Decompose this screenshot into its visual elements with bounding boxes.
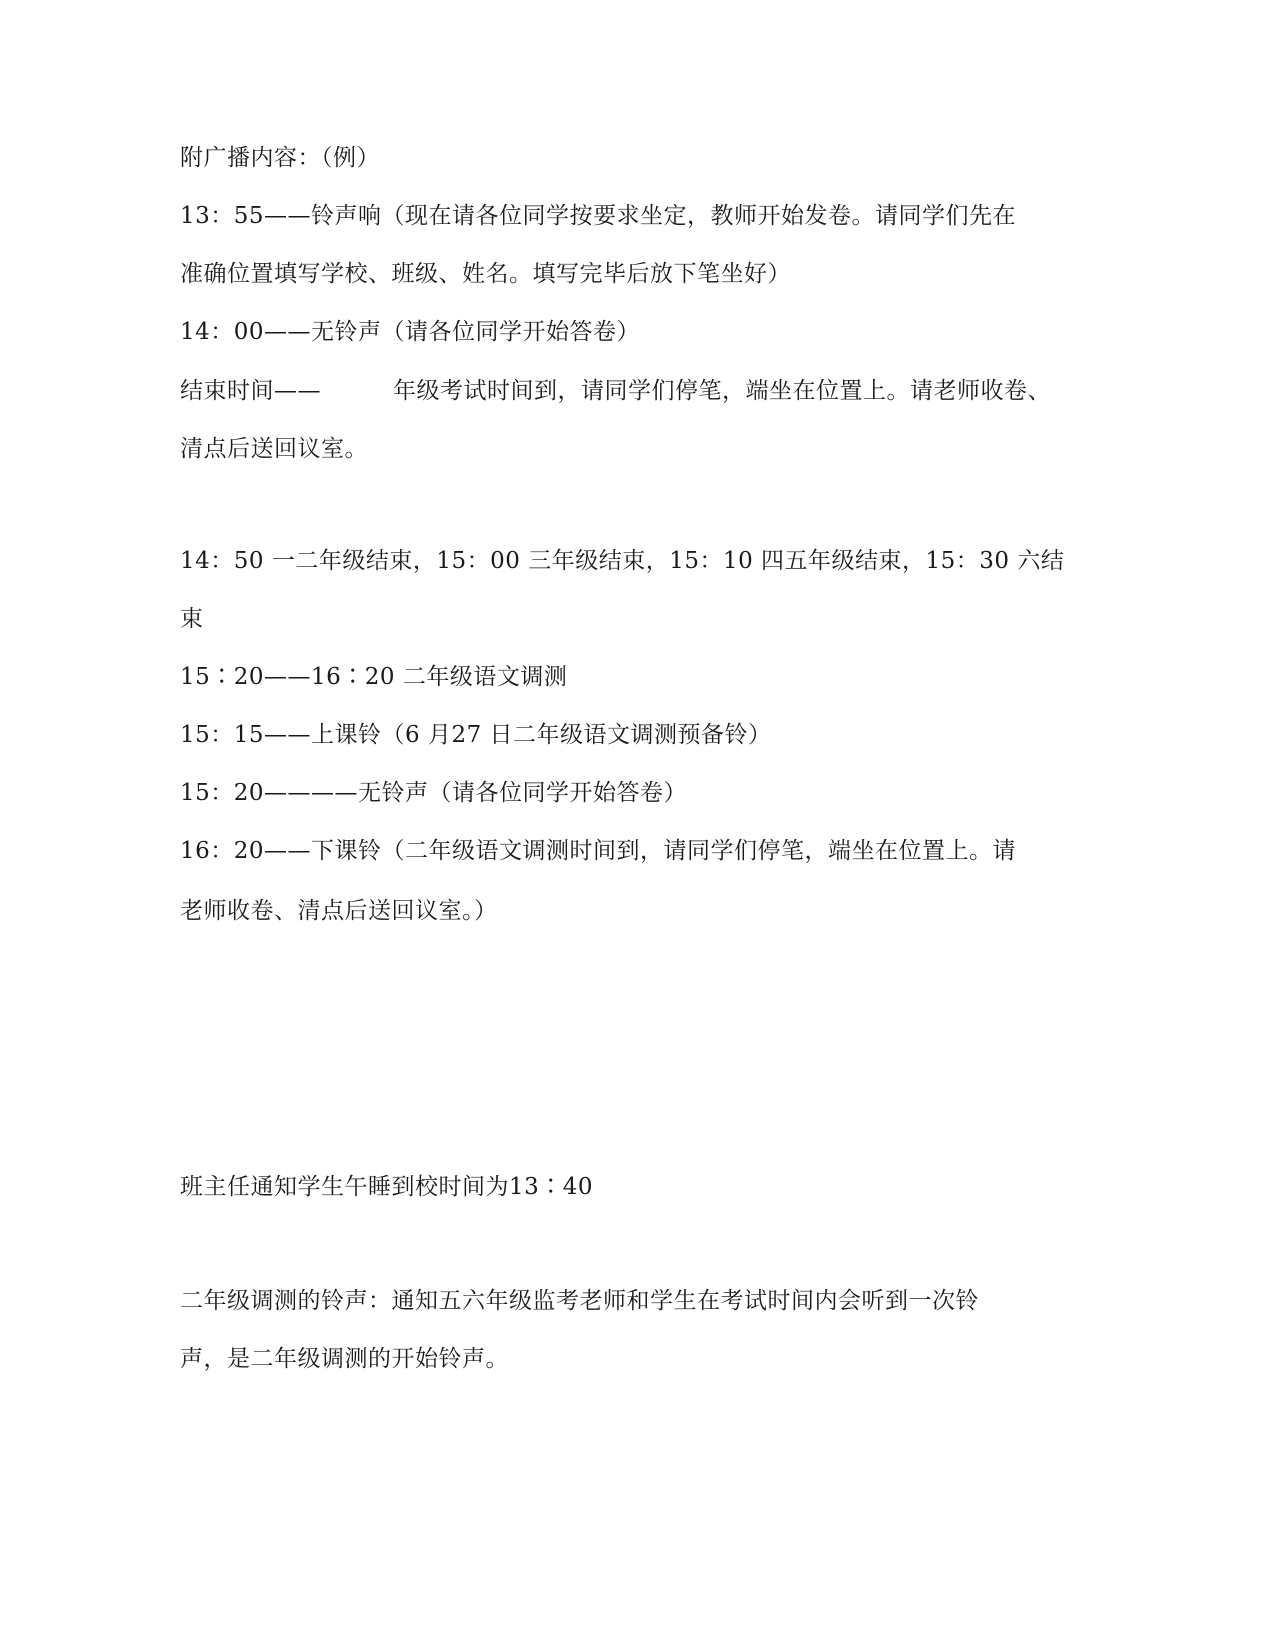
schedule-line-1355: 13：55——铃声响（现在请各位同学按要求坐定，教师开始发卷。请同学们先在 <box>180 203 1017 229</box>
bell-notice-cont: 声，是二年级调测的开始铃声。 <box>180 1346 509 1372</box>
end-time-line <box>180 376 1051 406</box>
end-time-label: 结束时间—— <box>180 378 321 404</box>
nap-arrival-notice: 班主任通知学生午睡到校时间为13∶40 <box>180 1174 594 1200</box>
schedule-line-1620-cont: 老师收卷、清点后送回议室。） <box>180 898 498 924</box>
grade-end-schedule: 14：50 一二年级结束，15：00 三年级结束，15：10 四五年级结束，15：30 六结 <box>180 548 1065 574</box>
schedule-line-1355-cont: 准确位置填写学校、班级、姓名。填写完毕后放下笔坐好） <box>180 261 791 287</box>
chinese-test-window: 15∶20——16∶20 二年级语文调测 <box>180 664 568 690</box>
schedule-line-1515: 15：15——上课铃（6 月27 日二年级语文调测预备铃） <box>180 722 772 748</box>
broadcast-heading: 附广播内容：（例） <box>180 145 380 171</box>
schedule-line-1400: 14：00——无铃声（请各位同学开始答卷） <box>180 319 641 345</box>
bell-notice: 二年级调测的铃声：通知五六年级监考老师和学生在考试时间内会听到一次铃 <box>180 1288 979 1314</box>
end-time-text: 年级考试时间到，请同学们停笔，端坐在位置上。请老师收卷、 <box>393 378 1051 404</box>
end-time-line-cont: 清点后送回议室。 <box>180 436 368 462</box>
schedule-line-1620: 16：20——下课铃（二年级语文调测时间到，请同学们停笔，端坐在位置上。请 <box>180 838 1017 864</box>
schedule-line-1520: 15：20————无铃声（请各位同学开始答卷） <box>180 780 688 806</box>
grade-end-schedule-cont: 束 <box>180 606 204 632</box>
